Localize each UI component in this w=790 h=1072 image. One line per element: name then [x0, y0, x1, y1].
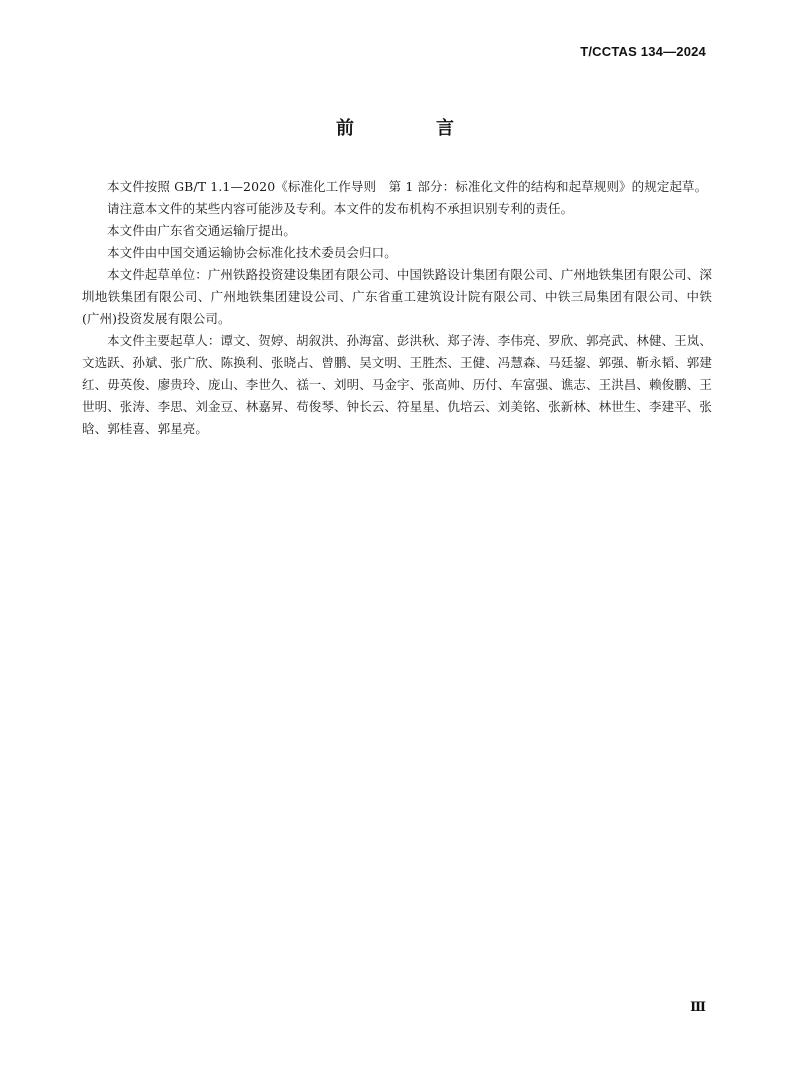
paragraph-drafting-rules: 本文件按照 GB/T 1.1—2020《标准化工作导则 第 1 部分：标准化文件的结构和起草规则》的规定起草。 — [107, 179, 708, 194]
page-title: 前 言 — [336, 118, 486, 139]
body-text — [82, 176, 712, 440]
page-number: Ⅲ — [690, 1000, 706, 1015]
standard-code: T/CCTAS 134—2024 — [580, 44, 706, 59]
paragraph-proposer: 本文件由广东省交通运输厅提出。 — [107, 223, 297, 238]
paragraph-main-drafters: 本文件主要起草人：谭文、贺婷、胡叙洪、孙海富、彭洪秋、郑子涛、李伟亮、罗欣、郭亮武、林健、王岚、文选跃、孙斌、张广欣、陈换利、张晓占、曾鹏、吴文明、王胜杰、王健、冯慧森、马廷鋆、郭强、靳永韬、郭建红、毋英俊、廖贵玲、庞山、李世久、禚一、刘明、马金宇、张高帅、历付、车富强、谯志、王洪昌、赖俊鹏、王世明、张涛、李思、刘金豆、林嘉昇、苟俊琴、钟长云、符星星、仇培云、刘美铭、张新林、林世生、李建平、张晗、郭桂喜、郭星亮。 — [82, 333, 713, 436]
paragraph-patent-notice: 请注意本文件的某些内容可能涉及专利。本文件的发布机构不承担识别专利的责任。 — [107, 201, 574, 216]
paragraph-drafting-units: 本文件起草单位：广州铁路投资建设集团有限公司、中国铁路设计集团有限公司、广州地铁集团有限公司、深圳地铁集团有限公司、广州地铁集团建设公司、广东省重工建筑设计院有限公司、中铁三局集团有限公司、中铁(广州)投资发展有限公司。 — [82, 267, 712, 326]
paragraph-centralized-by: 本文件由中国交通运输协会标准化技术委员会归口。 — [107, 245, 397, 260]
